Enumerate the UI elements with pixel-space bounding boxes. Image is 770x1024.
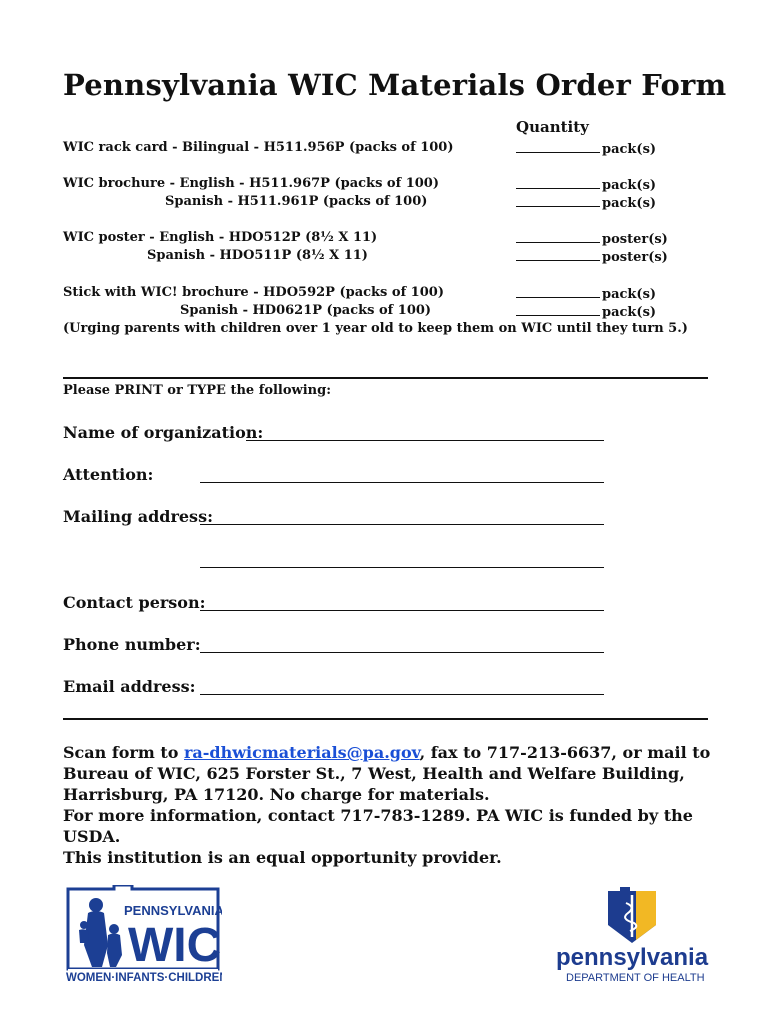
item-poster-spanish: Spanish - HDO511P (8½ X 11) — [147, 248, 368, 263]
qty-brochure-spanish[interactable] — [516, 194, 656, 211]
unit-label: pack(s) — [602, 287, 657, 302]
phone-number-label: Phone number: — [63, 635, 201, 654]
print-instruction: Please PRINT or TYPE the following: — [63, 383, 332, 398]
unit-label: poster(s) — [602, 232, 668, 247]
phone-number-field[interactable] — [200, 652, 604, 653]
quantity-header: Quantity — [516, 118, 589, 136]
item-rack-card: WIC rack card - Bilingual - H511.956P (packs of 100) — [63, 140, 454, 155]
email-link[interactable]: ra-dhwicmaterials@pa.gov — [183, 743, 420, 762]
qty-stick-brochure-english[interactable] — [516, 285, 656, 302]
organization-field[interactable] — [246, 440, 604, 441]
stick-with-wic-note: (Urging parents with children over 1 year old to keep them on WIC until they turn 5.) — [63, 321, 688, 336]
organization-label: Name of organization: — [63, 423, 264, 442]
submission-instructions — [63, 742, 723, 868]
section-divider-bottom — [63, 718, 708, 720]
wic-state-text: PENNSYLVANIA — [124, 903, 222, 918]
attention-label: Attention: — [63, 465, 154, 484]
contact-person-label: Contact person: — [63, 593, 206, 612]
unit-label: pack(s) — [602, 305, 657, 320]
attention-field[interactable] — [200, 482, 604, 483]
footer-lead: Scan form to — [63, 743, 184, 762]
footer-mailing: , fax to 717-213-6637, or mail to Bureau of WIC, 625 Forster St., 7 West, Health and Welfare Building, Harrisburg, PA 17120. No charge for materials. — [63, 743, 711, 804]
page-title: Pennsylvania WIC Materials Order Form — [63, 68, 727, 102]
pa-department-of-health-logo — [556, 885, 711, 985]
footer-equal-opportunity: This institution is an equal opportunity provider. — [63, 848, 502, 867]
item-stick-brochure-english: Stick with WIC! brochure - HDO592P (packs of 100) — [63, 285, 444, 300]
pa-dept-text: DEPARTMENT OF HEALTH — [566, 972, 705, 984]
section-divider — [63, 377, 708, 379]
wic-name-text: WIC — [128, 919, 222, 972]
unit-label: poster(s) — [602, 250, 668, 265]
contact-person-field[interactable] — [200, 610, 604, 611]
mailing-address-field[interactable] — [200, 524, 604, 525]
unit-label: pack(s) — [602, 142, 657, 157]
footer-contact: For more information, contact 717-783-1289. PA WIC is funded by the USDA. — [63, 806, 693, 846]
mailing-address-field-line2[interactable] — [200, 567, 604, 568]
email-address-label: Email address: — [63, 677, 196, 696]
unit-label: pack(s) — [602, 196, 657, 211]
unit-label: pack(s) — [602, 178, 657, 193]
pa-name-text: pennsylvania — [556, 944, 709, 971]
qty-poster-english[interactable] — [516, 230, 668, 247]
qty-poster-spanish[interactable] — [516, 248, 668, 265]
qty-stick-brochure-spanish[interactable] — [516, 303, 656, 320]
wic-tagline-text: WOMEN·INFANTS·CHILDREN — [66, 972, 222, 984]
pa-wic-logo — [62, 885, 222, 985]
item-poster-english: WIC poster - English - HDO512P (8½ X 11) — [63, 230, 378, 245]
mailing-address-label: Mailing address: — [63, 507, 213, 526]
item-stick-brochure-spanish: Spanish - HD0621P (packs of 100) — [180, 303, 432, 318]
qty-rack-card[interactable] — [516, 140, 656, 157]
item-brochure-english: WIC brochure - English - H511.967P (packs of 100) — [63, 176, 439, 191]
qty-brochure-english[interactable] — [516, 176, 656, 193]
email-address-field[interactable] — [200, 694, 604, 695]
item-brochure-spanish: Spanish - H511.961P (packs of 100) — [165, 194, 428, 209]
